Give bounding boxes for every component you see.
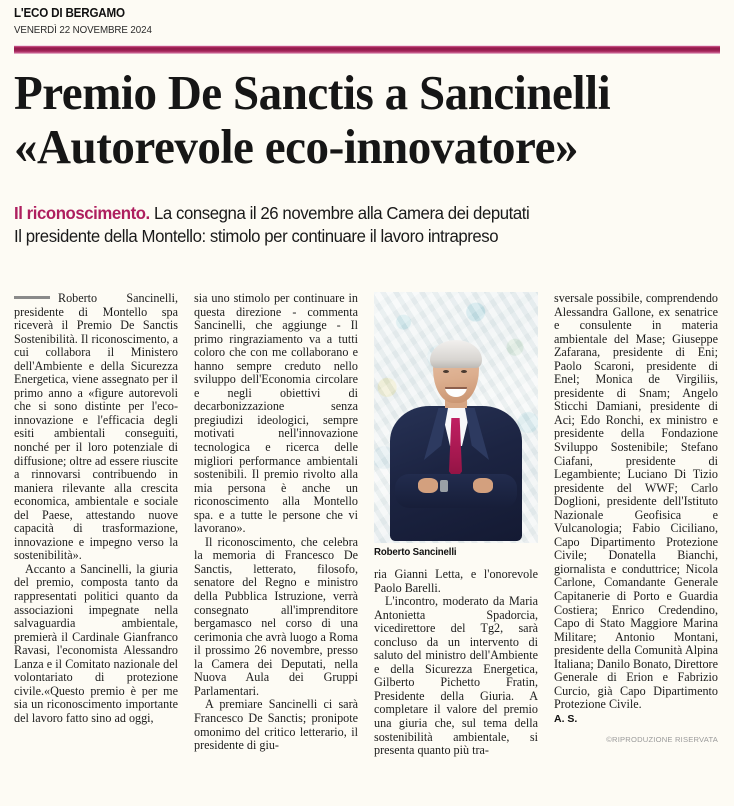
headline-line-2: «Autorevole eco-innovatore» — [14, 118, 579, 174]
paragraph: ria Gianni Letta, e l'onorevole Paolo Barelli. — [374, 567, 538, 595]
paragraph: Il riconoscimento, che celebra la memoria di Francesco De Sanctis, letterato, filosofo, senatore del Regno e ministro della Pubblica Istruzione, verrà consegnato all'imprenditore bergamasco nel corso di una cerimonia che avrà luogo a Roma il prossimo 26 novembre, presso la Camera dei Deputati, nella Nuova Aula dei Gruppi Parlamentari. — [194, 534, 358, 698]
portrait-photo — [374, 292, 538, 543]
subhead-line-2: Il presidente della Montello: stimolo per continuare il lavoro intrapreso — [14, 225, 499, 246]
photo-hand-left — [418, 478, 438, 493]
photo-wristwatch — [440, 480, 448, 492]
column-1-text — [14, 292, 178, 726]
paragraph: A premiare Sancinelli ci sarà Francesco De Sanctis; pronipote omonimo del critico letterario, il presidente di giu- — [194, 697, 358, 753]
publication-date: VENERDÌ 22 NOVEMBRE 2024 — [14, 23, 152, 36]
paragraph: sversale possibile, comprendendo Alessandra Gallone, ex senatrice e consulente in materia ambientale del Mase; Giuseppe Zafarana, presidente di Eni; Paolo Scaroni, presidente di Enel; Monica de Virgiliis, presidente di Snam; Angelo Sticchi Damiani, presidente di Aci; Edo Ronchi, ex ministro e presidente della Fondazione Sviluppo Sostenibile; Stefano Ciafani, presidente di Legambiente; Luciano Di Tizio presidente del WWF; Carlo Doglioni, presidente dell'Istituto Nazionale Geofisica e Vulcanologia; Fabio Ciciliano, Capo Dipartimento Protezione Civile; Donatella Bianchi, giornalista e conduttrice; Nicola Carlone, Comandante Generale Capitanerie di Porto e Guardia Costiera; Enrico Credendino, Capo di Stato Maggiore Marina Militare; Antonio Montani, presidente della Comunità Alpina Italiana; Danilo Bonato, Direttore Generale di Erion e Fabrizio Curcio, già Capo Dipartimento Protezione Civile. — [554, 291, 718, 712]
kicker-label: Il riconoscimento. — [14, 202, 150, 223]
paragraph: Accanto a Sancinelli, la giuria del premio, composta tanto da rappresentati politici quanto da associazioni impegnate nella salvaguardia ambientale, premierà il Cardinale Gianfranco Ravasi, l'economista Alessandro Lanza e il Comitato nazionale del volontariato di protezione civile.«Questo premio è per me sia un riconoscimento importante del lavoro fatto sino ad oggi, — [14, 561, 178, 725]
paragraph — [14, 292, 178, 563]
article-body-columns — [14, 292, 720, 802]
photo-eye-right — [461, 370, 467, 373]
subhead-line-1-text: La consegna il 26 novembre alla Camera dei deputati — [149, 202, 530, 223]
column-3 — [374, 292, 538, 802]
column-2-text — [194, 292, 358, 753]
column-4 — [554, 292, 718, 802]
subhead-line-1 — [14, 202, 695, 225]
photo-hand-right — [473, 478, 493, 493]
author-byline: A. S. — [554, 712, 578, 725]
paragraph-text: Roberto Sancinelli, presidente di Montello spa riceverà il Premio De Sanctis Sostenibilità. Il riconoscimento, a cui collabora il Ministero dell'Ambiente e della Sicurezza Energetica, viene assegnato per il primo anno a «figure autorevoli che si sono distinte per l'eco-innovazione e l'efficacia degli esiti ambientali conseguiti, nonché per il loro potenziale di diffusione; oltre ad essere riuscite a rinnovarsi contribuendo in maniera rilevante alla crescita economica, ambientale e sociale del Paese, attestando nuove capacità di trasformazione, innovazione e impegno verso la sostenibilità». — [14, 291, 178, 563]
paragraph: L'incontro, moderato da Maria Antonietta Spadorcia, vicedirettore del Tg2, sarà concluso da un intervento di saluto del ministro dell'Ambiente e della Sicurezza Energetica, Gilberto Pichetto Fratin, Presidente della Giuria. A completare il valore del premio una giuria che, sul tema della sostenibilità ambientale, si presenta quanto più tra- — [374, 594, 538, 758]
paragraph: sia uno stimolo per continuare in questa direzione - commenta Sancinelli, che aggiunge - Il primo ringraziamento va a tutti coloro che con me collaborano e hanno sempre creduto nello sviluppo dell'Economia circolare e negli obiettivi di decarbonizzazione senza pregiudizi ideologici, sempre motivati nell'innovazione tecnologica e ricerca delle migliori performance ambientali sostenibili. Il premio rivolto alla mia persona è anche un riconoscimento alla Montello spa. e a tutte le persone che vi lavorano». — [194, 291, 358, 536]
paragraph-lead-dash-icon — [14, 296, 50, 299]
article-subhead — [14, 202, 720, 248]
headline-line-1: Premio De Sanctis a Sancinelli — [14, 64, 611, 120]
column-3-text — [374, 568, 538, 758]
photo-caption: Roberto Sancinelli — [374, 547, 457, 558]
newspaper-title: L'ECO DI BERGAMO — [14, 6, 125, 20]
photo-crossed-arms — [395, 474, 517, 508]
article-photo-figure — [374, 292, 538, 558]
accent-rule-divider — [14, 45, 720, 54]
article-headline — [14, 64, 692, 174]
column-4-text — [554, 292, 718, 712]
masthead — [14, 0, 720, 36]
photo-eye-left — [443, 370, 449, 373]
photo-necktie — [449, 418, 462, 480]
copyright-notice: ©RIPRODUZIONE RISERVATA — [606, 734, 718, 744]
column-1 — [14, 292, 178, 802]
column-2 — [194, 292, 358, 802]
